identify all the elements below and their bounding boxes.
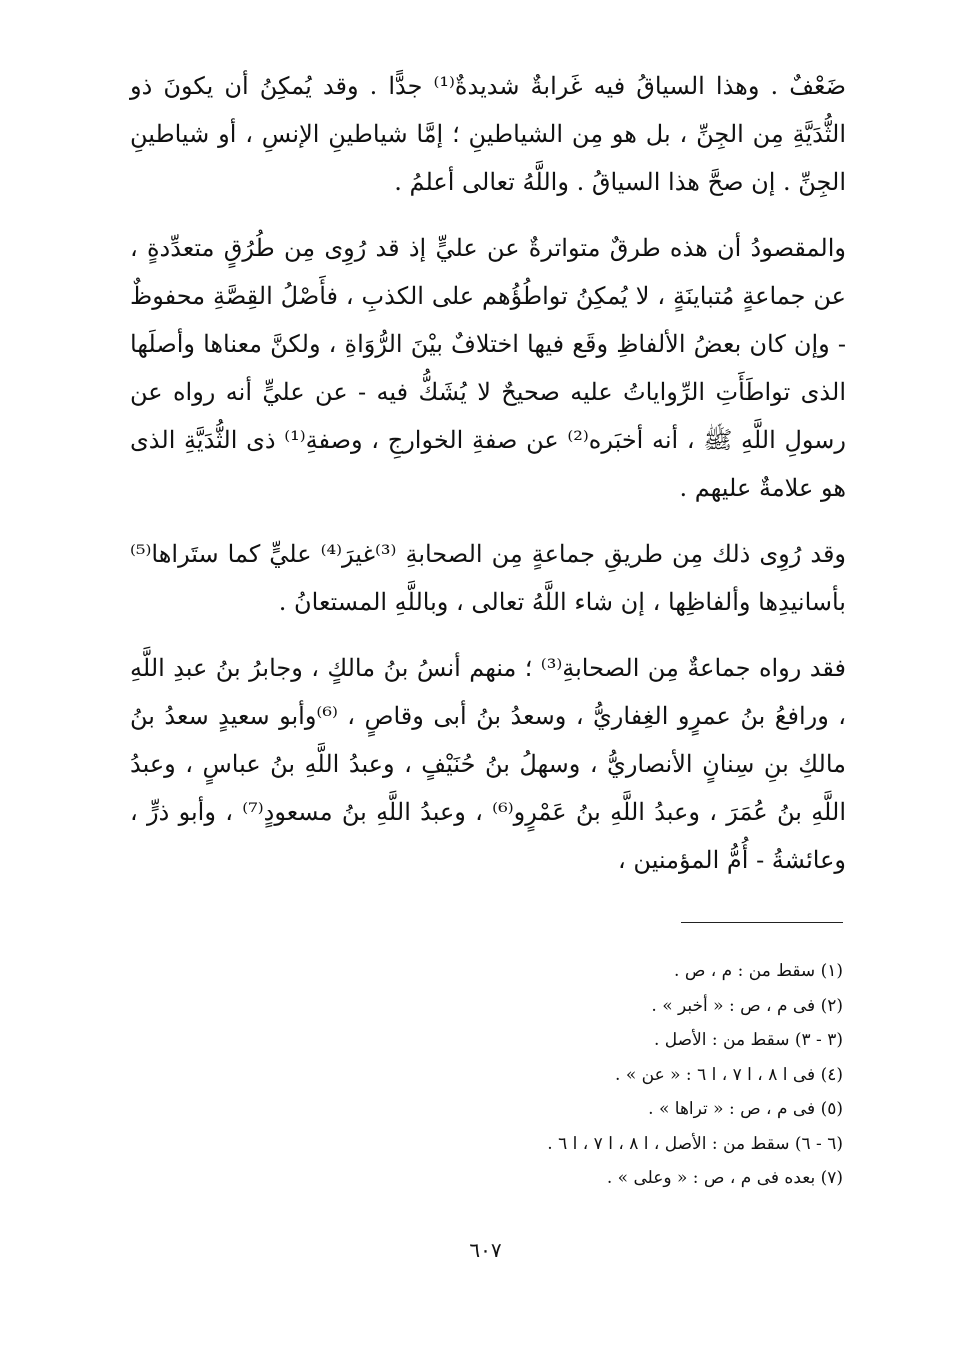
footnote-6: (٦ - ٦) سقط من : الأصل ، ا ٨ ، ا ٧ ، ا ٦ .: [547, 1133, 843, 1154]
footnote-3: (٣ - ٣) سقط من : الأصل .: [653, 1030, 843, 1050]
footnotes: [383, 954, 843, 1196]
footnote-separator: [681, 922, 843, 923]
footnote-1: (١) سقط من : م ، ص .: [674, 961, 843, 981]
body-paragraph-3: وقد رُوِى ذلك مِن طريقِ جماعةٍ مِن الصحابةِ ⁽³⁾غيرَ⁽⁴⁾ عليٍّ كما ستَراها⁽⁵⁾ بأسانيدِها وألفاظِها ، إن شاء اللَّهُ تعالى ، وباللَّهِ المستعانُ .: [130, 540, 847, 616]
body-paragraph-1: ضَعْفٌ . وهذا السياقُ فيه غَرابةٌ شديدةٌ⁽¹⁾ جدًّا . وقد يُمكِنُ أن يكونَ ذو الثُّدَيَّةِ مِن الجِنِّ ، بل هو مِن الشياطينِ ؛ إمَّا شياطينِ الإنسِ ، أو شياطينِ الجِنِّ . إن صحَّ هذا السياقُ . واللَّهُ تعالى أعلمُ .: [130, 72, 846, 196]
body-paragraph-4: فقد رواه جماعةٌ مِن الصحابةِ⁽³⁾ ؛ منهم أنسُ بنُ مالكٍ ، وجابرُ بنُ عبدِ اللَّهِ ، ورافعُ بنُ عمرٍو الغِفاريُّ ، وسعدُ بنُ أبى وقاصٍ ، ⁽⁶⁾وأبو سعيدٍ سعدُ بنُ مالكِ بنِ سِنانٍ الأنصاريُّ ، وسهلُ بنُ حُنَيْفٍ ، وعبدُ اللَّهِ بنُ عباسٍ ، وعبدُ اللَّهِ بنُ عُمَرَ ، وعبدُ اللَّهِ بنُ عَمْرٍو⁽⁶⁾ ، وعبدُ اللَّهِ بنُ مسعودٍ⁽⁷⁾ ، وأبو ذرٍّ ، وعائشةُ - أُمُّ المؤمنين ،: [130, 654, 846, 874]
body-paragraph-2: والمقصودُ أن هذه طرقٌ متواترةٌ عن عليٍّ إذ قد رُوِى مِن طُرُقٍ متعدِّدةٍ ، عن جماعةٍ مُتباينَةٍ ، لا يُمكِنُ تواطُؤُهم على الكذبِ ، فأَصْلُ القِصَّةِ محفوظٌ - وإن كان بعضُ الألفاظِ وقَع فيها اختلافٌ بيْنَ الرُّوَاةِ ، ولكنَّ معناها وأصلَها الذى تواطَأَتِ الرِّواياتُ عليه صحيحٌ لا يُشَكُّ فيه - عن عليٍّ أنه رواه عن رسولِ اللَّهِ ﷺ ، أنه أخبَره⁽²⁾ عن صفةِ الخوارجِ ، وصفةِ⁽¹⁾ ذى الثُّدَيَّةِ الذى هو علامةٌ عليهم .: [130, 234, 846, 502]
footnote-2: (٢) فى م ، ص : « أخبر » .: [651, 995, 843, 1016]
page-number: ٦٠٧: [469, 1238, 502, 1262]
footnote-7: (٧) بعده فى م ، ص : « وعلى » .: [606, 1168, 843, 1188]
footnote-5: (٥) فى م ، ص : « تراها » .: [648, 1099, 843, 1119]
page-body: [130, 62, 846, 902]
footnote-4: (٤) فى ا ٨ ، ا ٧ ، ا ٦ : « عن » .: [615, 1064, 843, 1085]
